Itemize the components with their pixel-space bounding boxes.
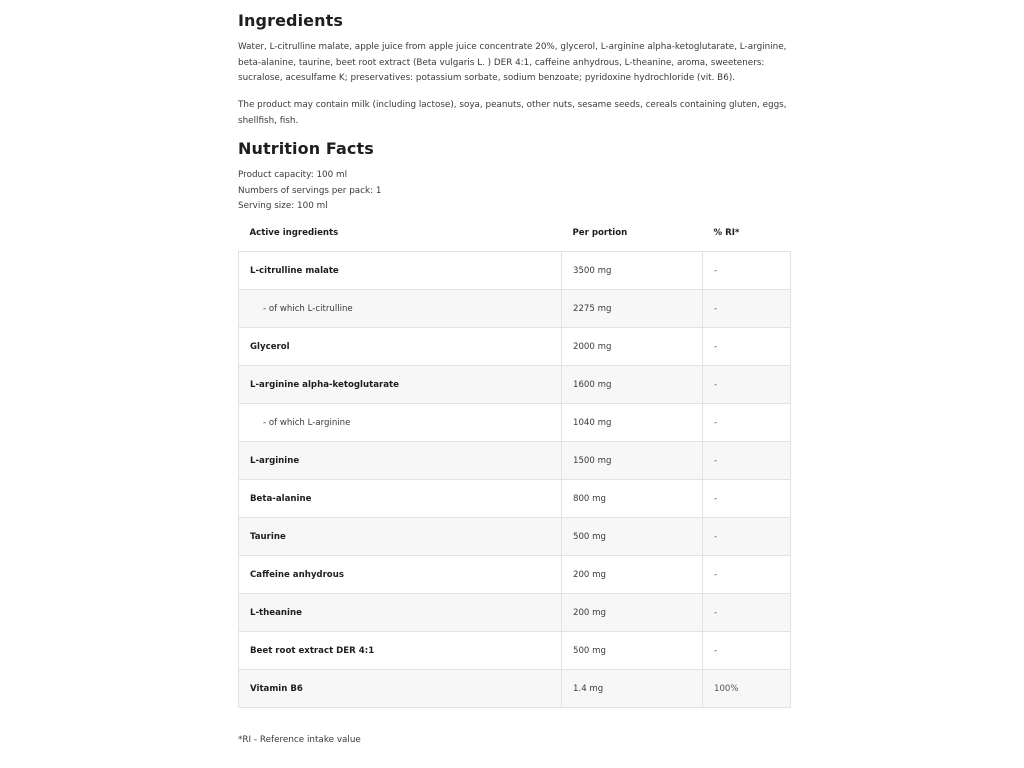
table-row — [239, 594, 791, 632]
nutrition-table-body — [239, 252, 791, 708]
ingredient-name: Beta-alanine — [239, 480, 562, 518]
ingredient-ri: - — [703, 404, 791, 442]
ingredient-name: L-arginine alpha-ketoglutarate — [239, 366, 562, 404]
ingredient-ri: - — [703, 442, 791, 480]
table-row — [239, 556, 791, 594]
serving-size: Serving size: 100 ml — [238, 201, 328, 211]
ingredient-ri: - — [703, 366, 791, 404]
ingredient-ri: - — [703, 556, 791, 594]
ingredient-amount: 500 mg — [562, 518, 703, 556]
ingredient-name: Glycerol — [239, 328, 562, 366]
table-row — [239, 670, 791, 708]
ingredient-ri: 100% — [703, 670, 791, 708]
ingredient-amount: 500 mg — [562, 632, 703, 670]
table-row — [239, 480, 791, 518]
ingredient-amount: 1.4 mg — [562, 670, 703, 708]
nutrition-facts-heading: Nutrition Facts — [238, 139, 374, 158]
table-row — [239, 366, 791, 404]
header-active-ingredients: Active ingredients — [239, 214, 562, 252]
servings-per-pack: Numbers of servings per pack: 1 — [238, 185, 382, 196]
table-row — [239, 518, 791, 556]
ingredient-amount: 200 mg — [562, 594, 703, 632]
ingredient-ri: - — [703, 632, 791, 670]
ingredient-amount: 1040 mg — [562, 404, 703, 442]
nutrition-table-wrapper — [238, 214, 790, 708]
ingredient-name: L-arginine — [239, 442, 562, 480]
allergen-text: The product may contain milk (including lactose), soya, peanuts, other nuts, sesame seeds, cereals containing gluten, eggs, shellfish, fish. — [238, 100, 787, 126]
table-row — [239, 404, 791, 442]
ingredient-ri: - — [703, 480, 791, 518]
ingredient-name: - of which L-arginine — [239, 404, 562, 442]
ingredient-amount: 1600 mg — [562, 366, 703, 404]
nutrition-meta — [238, 168, 381, 215]
table-header-row — [239, 214, 791, 252]
ingredient-ri: - — [703, 252, 791, 290]
ingredient-amount: 800 mg — [562, 480, 703, 518]
ingredient-amount: 2000 mg — [562, 328, 703, 366]
ingredient-amount: 200 mg — [562, 556, 703, 594]
table-row — [239, 442, 791, 480]
ingredient-name: L-theanine — [239, 594, 562, 632]
ingredient-name: Caffeine anhydrous — [239, 556, 562, 594]
ingredient-ri: - — [703, 290, 791, 328]
ingredient-name: Beet root extract DER 4:1 — [239, 632, 562, 670]
table-row — [239, 252, 791, 290]
table-row — [239, 290, 791, 328]
ingredient-amount: 3500 mg — [562, 252, 703, 290]
ingredient-name: - of which L-citrulline — [239, 290, 562, 328]
header-per-portion: Per portion — [562, 214, 703, 252]
ri-footnote: *RI - Reference intake value — [238, 735, 361, 745]
ingredient-name: L-citrulline malate — [239, 252, 562, 290]
ingredients-heading: Ingredients — [238, 11, 343, 30]
table-row — [239, 328, 791, 366]
ingredient-name: Vitamin B6 — [239, 670, 562, 708]
ingredient-ri: - — [703, 594, 791, 632]
table-row — [239, 632, 791, 670]
ingredient-ri: - — [703, 518, 791, 556]
ingredient-amount: 1500 mg — [562, 442, 703, 480]
product-capacity: Product capacity: 100 ml — [238, 170, 348, 180]
header-ri: % RI* — [703, 214, 791, 252]
ingredient-ri: - — [703, 328, 791, 366]
nutrition-table — [238, 214, 791, 708]
ingredient-amount: 2275 mg — [562, 290, 703, 328]
ingredients-text: Water, L-citrulline malate, apple juice from apple juice concentrate 20%, glycerol, L-arginine alpha-ketoglutarate, L-arginine, beta-alanine, taurine, beet root extract (Beta vulgaris L. ) DER 4:1, caffeine anhydrous, L-theanine, aroma, sweeteners: sucralose, acesulfame K; preservatives: potassium sorbate, sodium benzoate; pyridoxine hydrochloride (vit. B6). — [238, 42, 787, 83]
ingredient-name: Taurine — [239, 518, 562, 556]
